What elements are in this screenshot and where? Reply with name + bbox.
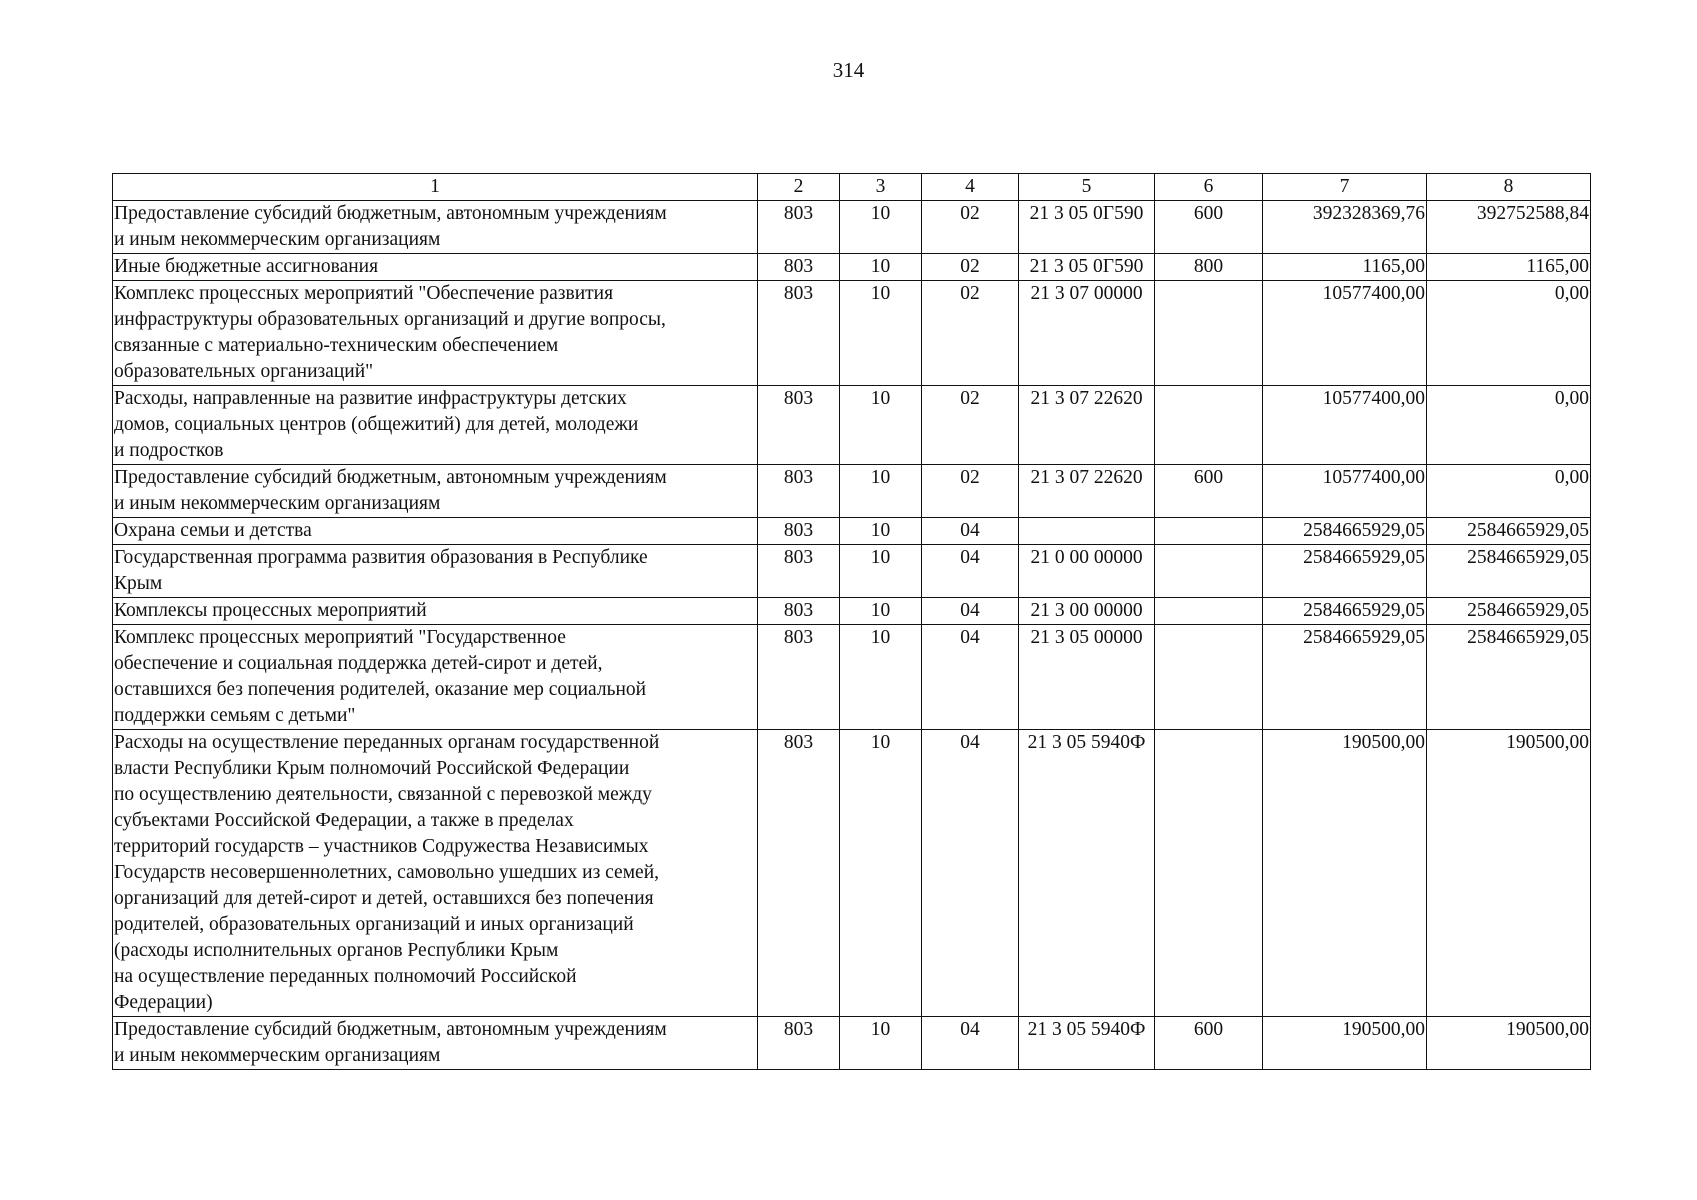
column-header: 2 bbox=[758, 174, 840, 201]
cell-amount-col8: 1165,00 bbox=[1427, 254, 1591, 281]
cell-amount-col7: 190500,00 bbox=[1263, 730, 1427, 1017]
table-row bbox=[113, 281, 1591, 386]
row-name: Охрана семьи и детства bbox=[113, 518, 758, 545]
column-header: 1 bbox=[113, 174, 758, 201]
table-row bbox=[113, 201, 1591, 254]
cell-ministry-code: 803 bbox=[758, 386, 840, 465]
cell-ministry-code: 803 bbox=[758, 1017, 840, 1070]
cell-target-article: 21 3 05 5940Ф bbox=[1019, 730, 1155, 1017]
cell-section: 10 bbox=[840, 1017, 922, 1070]
column-header: 3 bbox=[840, 174, 922, 201]
cell-subsection: 02 bbox=[922, 201, 1019, 254]
table-row bbox=[113, 465, 1591, 518]
cell-subsection: 04 bbox=[922, 545, 1019, 598]
cell-section: 10 bbox=[840, 254, 922, 281]
cell-target-article: 21 0 00 00000 bbox=[1019, 545, 1155, 598]
row-name: Предоставление субсидий бюджетным, автономным учреждениям и иным некоммерческим организациям bbox=[113, 1017, 758, 1070]
cell-section: 10 bbox=[840, 518, 922, 545]
page-number: 314 bbox=[832, 58, 865, 82]
cell-amount-col7: 2584665929,05 bbox=[1263, 598, 1427, 625]
cell-amount-col7: 2584665929,05 bbox=[1263, 518, 1427, 545]
cell-subsection: 04 bbox=[922, 518, 1019, 545]
cell-subsection: 04 bbox=[922, 730, 1019, 1017]
cell-amount-col7: 10577400,00 bbox=[1263, 281, 1427, 386]
row-name: Комплексы процессных мероприятий bbox=[113, 598, 758, 625]
cell-amount-col7: 10577400,00 bbox=[1263, 465, 1427, 518]
cell-amount-col7: 190500,00 bbox=[1263, 1017, 1427, 1070]
cell-target-article: 21 3 05 5940Ф bbox=[1019, 1017, 1155, 1070]
cell-subsection: 04 bbox=[922, 1017, 1019, 1070]
cell-target-article: 21 3 07 22620 bbox=[1019, 386, 1155, 465]
cell-ministry-code: 803 bbox=[758, 254, 840, 281]
cell-section: 10 bbox=[840, 730, 922, 1017]
cell-section: 10 bbox=[840, 201, 922, 254]
row-name: Комплекс процессных мероприятий "Обеспечение развития инфраструктуры образовательных организаций и другие вопросы, связанные с материально-техническим обеспечением образовательных организаций" bbox=[113, 281, 758, 386]
cell-expense-type: 600 bbox=[1155, 1017, 1263, 1070]
row-name: Расходы на осуществление переданных органам государственной власти Республики Крым полномочий Российской Федерации по осуществлению деятельности, связанной с перевозкой между субъектами Российской Федерации, а также в пределах территорий государств – участников Содружества Независимых Государств несовершеннолетних, самовольно ушедших из семей, организаций для детей-сирот и детей, оставшихся без попечения родителей, образовательных организаций и иных организаций (расходы исполнительных органов Республики Крым на осуществление переданных полномочий Российской Федерации) bbox=[113, 730, 758, 1017]
cell-amount-col8: 2584665929,05 bbox=[1427, 598, 1591, 625]
cell-expense-type: 600 bbox=[1155, 201, 1263, 254]
cell-amount-col8: 0,00 bbox=[1427, 281, 1591, 386]
cell-expense-type bbox=[1155, 386, 1263, 465]
cell-amount-col7: 2584665929,05 bbox=[1263, 545, 1427, 598]
row-name: Комплекс процессных мероприятий "Государственное обеспечение и социальная поддержка детей-сирот и детей, оставшихся без попечения родителей, оказание мер социальной поддержки семьям с детьми" bbox=[113, 625, 758, 730]
cell-target-article: 21 3 07 00000 bbox=[1019, 281, 1155, 386]
table-row bbox=[113, 545, 1591, 598]
cell-expense-type bbox=[1155, 545, 1263, 598]
cell-ministry-code: 803 bbox=[758, 465, 840, 518]
table-row bbox=[113, 730, 1591, 1017]
cell-amount-col8: 0,00 bbox=[1427, 386, 1591, 465]
cell-ministry-code: 803 bbox=[758, 201, 840, 254]
cell-expense-type: 800 bbox=[1155, 254, 1263, 281]
cell-amount-col8: 0,00 bbox=[1427, 465, 1591, 518]
cell-subsection: 02 bbox=[922, 281, 1019, 386]
table-row bbox=[113, 518, 1591, 545]
cell-subsection: 04 bbox=[922, 625, 1019, 730]
cell-section: 10 bbox=[840, 598, 922, 625]
cell-section: 10 bbox=[840, 281, 922, 386]
cell-ministry-code: 803 bbox=[758, 281, 840, 386]
cell-section: 10 bbox=[840, 465, 922, 518]
cell-expense-type: 600 bbox=[1155, 465, 1263, 518]
cell-amount-col8: 2584665929,05 bbox=[1427, 545, 1591, 598]
table-row bbox=[113, 1017, 1591, 1070]
cell-amount-col8: 190500,00 bbox=[1427, 1017, 1591, 1070]
column-header: 7 bbox=[1263, 174, 1427, 201]
table-row bbox=[113, 598, 1591, 625]
cell-expense-type bbox=[1155, 625, 1263, 730]
table-row bbox=[113, 254, 1591, 281]
cell-amount-col7: 392328369,76 bbox=[1263, 201, 1427, 254]
row-name: Предоставление субсидий бюджетным, автономным учреждениям и иным некоммерческим организациям bbox=[113, 201, 758, 254]
cell-expense-type bbox=[1155, 518, 1263, 545]
cell-amount-col8: 2584665929,05 bbox=[1427, 518, 1591, 545]
cell-ministry-code: 803 bbox=[758, 730, 840, 1017]
cell-ministry-code: 803 bbox=[758, 545, 840, 598]
cell-target-article: 21 3 07 22620 bbox=[1019, 465, 1155, 518]
row-name: Предоставление субсидий бюджетным, автономным учреждениям и иным некоммерческим организациям bbox=[113, 465, 758, 518]
table-row bbox=[113, 625, 1591, 730]
row-name: Расходы, направленные на развитие инфраструктуры детских домов, социальных центров (общежитий) для детей, молодежи и подростков bbox=[113, 386, 758, 465]
cell-target-article: 21 3 05 0Г590 bbox=[1019, 201, 1155, 254]
cell-target-article: 21 3 05 00000 bbox=[1019, 625, 1155, 730]
cell-ministry-code: 803 bbox=[758, 625, 840, 730]
cell-expense-type bbox=[1155, 730, 1263, 1017]
cell-subsection: 02 bbox=[922, 465, 1019, 518]
cell-ministry-code: 803 bbox=[758, 598, 840, 625]
cell-subsection: 04 bbox=[922, 598, 1019, 625]
table-row bbox=[113, 386, 1591, 465]
column-header: 4 bbox=[922, 174, 1019, 201]
cell-section: 10 bbox=[840, 545, 922, 598]
cell-expense-type bbox=[1155, 281, 1263, 386]
cell-ministry-code: 803 bbox=[758, 518, 840, 545]
cell-amount-col8: 392752588,84 bbox=[1427, 201, 1591, 254]
cell-amount-col8: 190500,00 bbox=[1427, 730, 1591, 1017]
row-name: Государственная программа развития образования в Республике Крым bbox=[113, 545, 758, 598]
header-row bbox=[113, 174, 1591, 201]
column-header: 6 bbox=[1155, 174, 1263, 201]
cell-target-article: 21 3 00 00000 bbox=[1019, 598, 1155, 625]
cell-amount-col7: 2584665929,05 bbox=[1263, 625, 1427, 730]
cell-target-article: 21 3 05 0Г590 bbox=[1019, 254, 1155, 281]
cell-amount-col7: 10577400,00 bbox=[1263, 386, 1427, 465]
cell-section: 10 bbox=[840, 625, 922, 730]
cell-amount-col8: 2584665929,05 bbox=[1427, 625, 1591, 730]
column-header: 8 bbox=[1427, 174, 1591, 201]
cell-subsection: 02 bbox=[922, 386, 1019, 465]
row-name: Иные бюджетные ассигнования bbox=[113, 254, 758, 281]
column-header: 5 bbox=[1019, 174, 1155, 201]
cell-subsection: 02 bbox=[922, 254, 1019, 281]
cell-amount-col7: 1165,00 bbox=[1263, 254, 1427, 281]
cell-target-article bbox=[1019, 518, 1155, 545]
budget-table bbox=[112, 173, 1591, 1070]
cell-section: 10 bbox=[840, 386, 922, 465]
cell-expense-type bbox=[1155, 598, 1263, 625]
